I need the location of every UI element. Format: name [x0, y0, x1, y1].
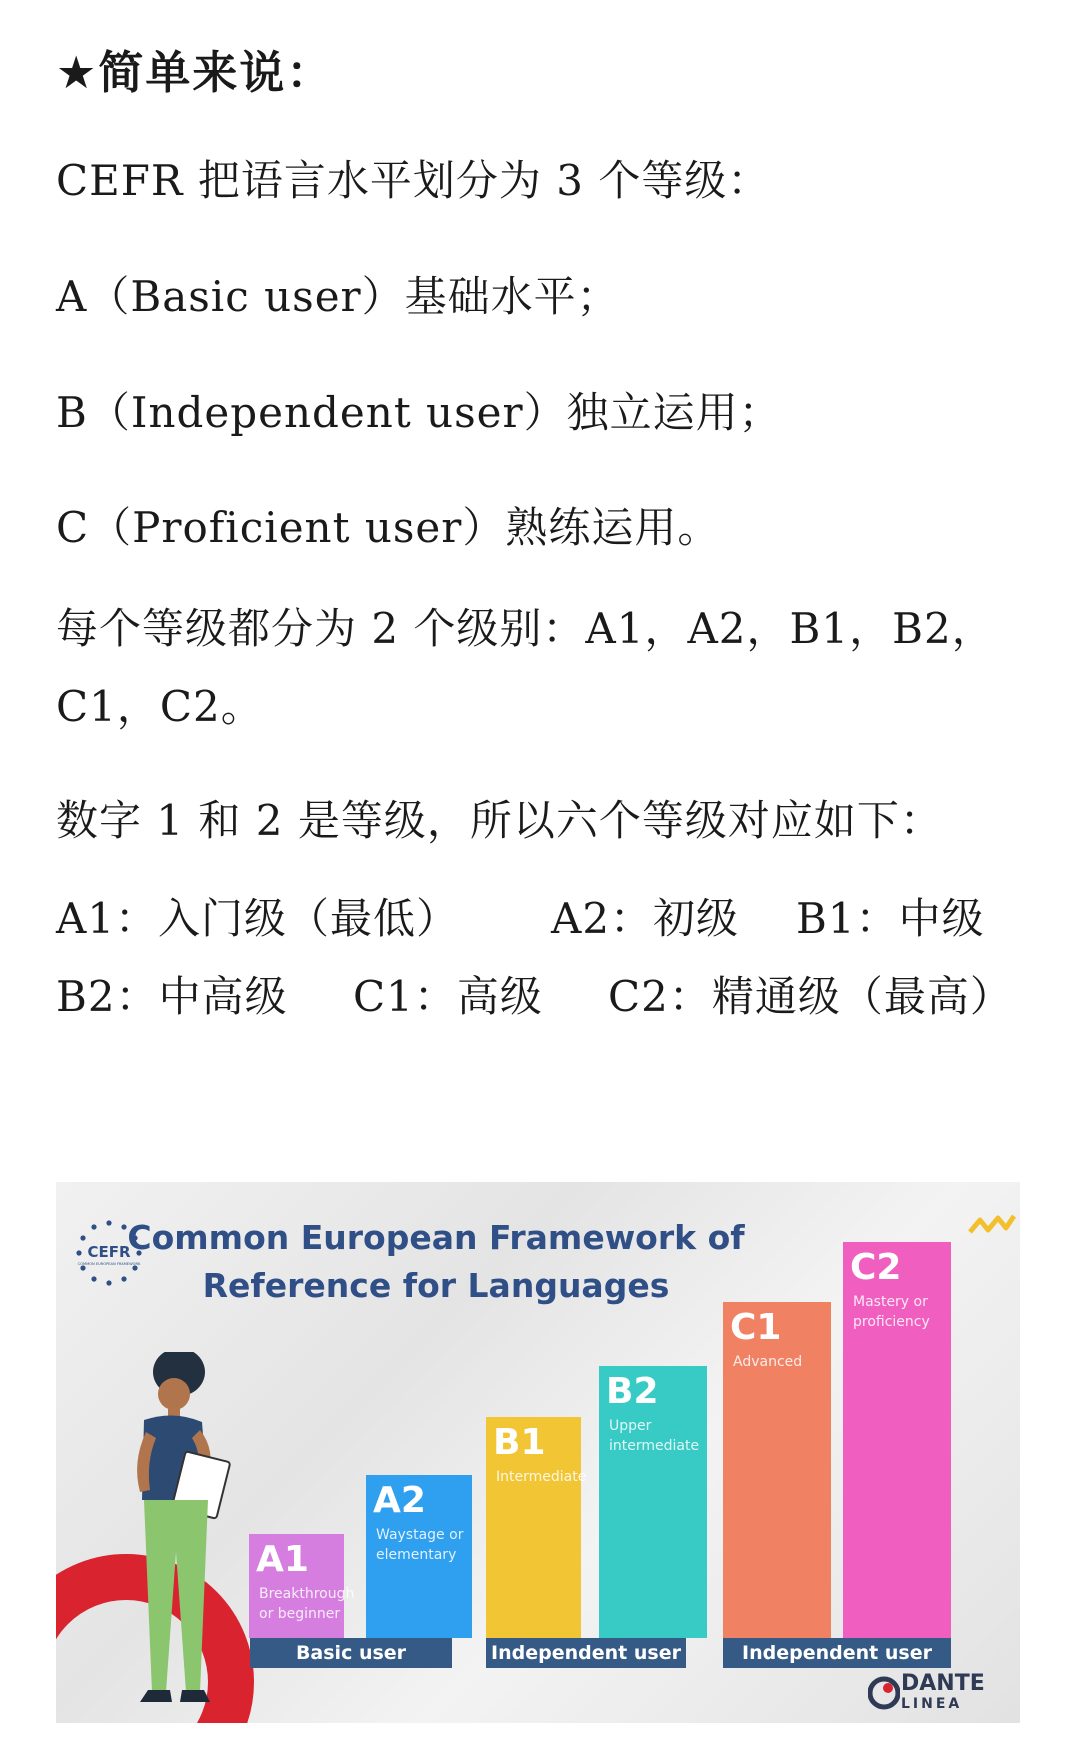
dante-linea-brand [901, 1671, 985, 1714]
level-c2: C2：精通级（最高） [608, 972, 1013, 1021]
bar-a2 [366, 1475, 472, 1638]
paragraph-level-c: C（Proficient user）熟练运用。 [56, 503, 721, 552]
bar-level-label: C2 [850, 1247, 902, 1288]
title-line-2: Reference for Languages [202, 1266, 670, 1305]
level-a2: A2：初级 [551, 894, 740, 943]
title-line-1: Common European Framework of [127, 1218, 745, 1257]
level-line-1 [56, 880, 1013, 958]
bar-level-label: A2 [373, 1480, 426, 1521]
brand-subname: LINEA [901, 1696, 963, 1712]
bar-c2 [843, 1242, 951, 1638]
woman-with-clipboard-illustration [76, 1352, 266, 1722]
level-b1: B1：中级 [796, 894, 985, 943]
paragraph-cefr-levels: CEFR 把语言水平划分为 3 个等级： [56, 156, 771, 205]
infographic-title [126, 1214, 746, 1310]
bar-c1 [723, 1302, 831, 1638]
bar-description: Waystage or elementary [376, 1527, 464, 1563]
bar-b2 [599, 1366, 707, 1638]
section-heading: ★简单来说： [56, 46, 334, 99]
bar-level-label: B2 [606, 1371, 659, 1412]
cefr-infographic [56, 1182, 1020, 1723]
paragraph-numbers: 数字 1 和 2 是等级，所以六个等级对应如下： [56, 796, 943, 845]
bar-description: Mastery or proficiency [853, 1294, 930, 1330]
bar-description: Advanced [733, 1354, 803, 1370]
footer-independent-user-1: Independent user [486, 1638, 686, 1668]
brand-name: DANTE [901, 1671, 985, 1696]
paragraph-sublevels: 每个等级都分为 2 个级别：A1，A2，B1，B2，C1，C2。 [56, 604, 995, 731]
footer-basic-user: Basic user [250, 1638, 452, 1668]
level-line-2 [56, 958, 1013, 1036]
logo-subtext: COMMON EUROPEAN FRAMEWORK [77, 1262, 141, 1266]
paragraph-level-a: A（Basic user）基础水平； [56, 272, 620, 321]
level-list [56, 880, 1013, 1036]
logo-text: CEFR [87, 1243, 131, 1261]
bar-a1 [249, 1534, 355, 1638]
bar-level-label: A1 [256, 1539, 309, 1580]
bar-level-label: B1 [493, 1422, 546, 1463]
dante-logo-icon [868, 1676, 900, 1710]
footer-independent-user-2: Independent user [723, 1638, 951, 1668]
bar-level-label: C1 [730, 1307, 782, 1348]
zigzag-decoration [968, 1212, 1016, 1238]
bar-description: Intermediate [496, 1469, 587, 1485]
bar-description: Breakthrough or beginner [259, 1586, 355, 1622]
level-c1: C1：高级 [353, 972, 543, 1021]
level-b2: B2：中高级 [56, 972, 288, 1021]
bar-b1 [486, 1417, 587, 1638]
level-a1: A1：入门级（最低） [56, 894, 460, 943]
paragraph-level-b: B（Independent user）独立运用； [56, 388, 782, 437]
bar-description: Upper intermediate [609, 1418, 700, 1454]
